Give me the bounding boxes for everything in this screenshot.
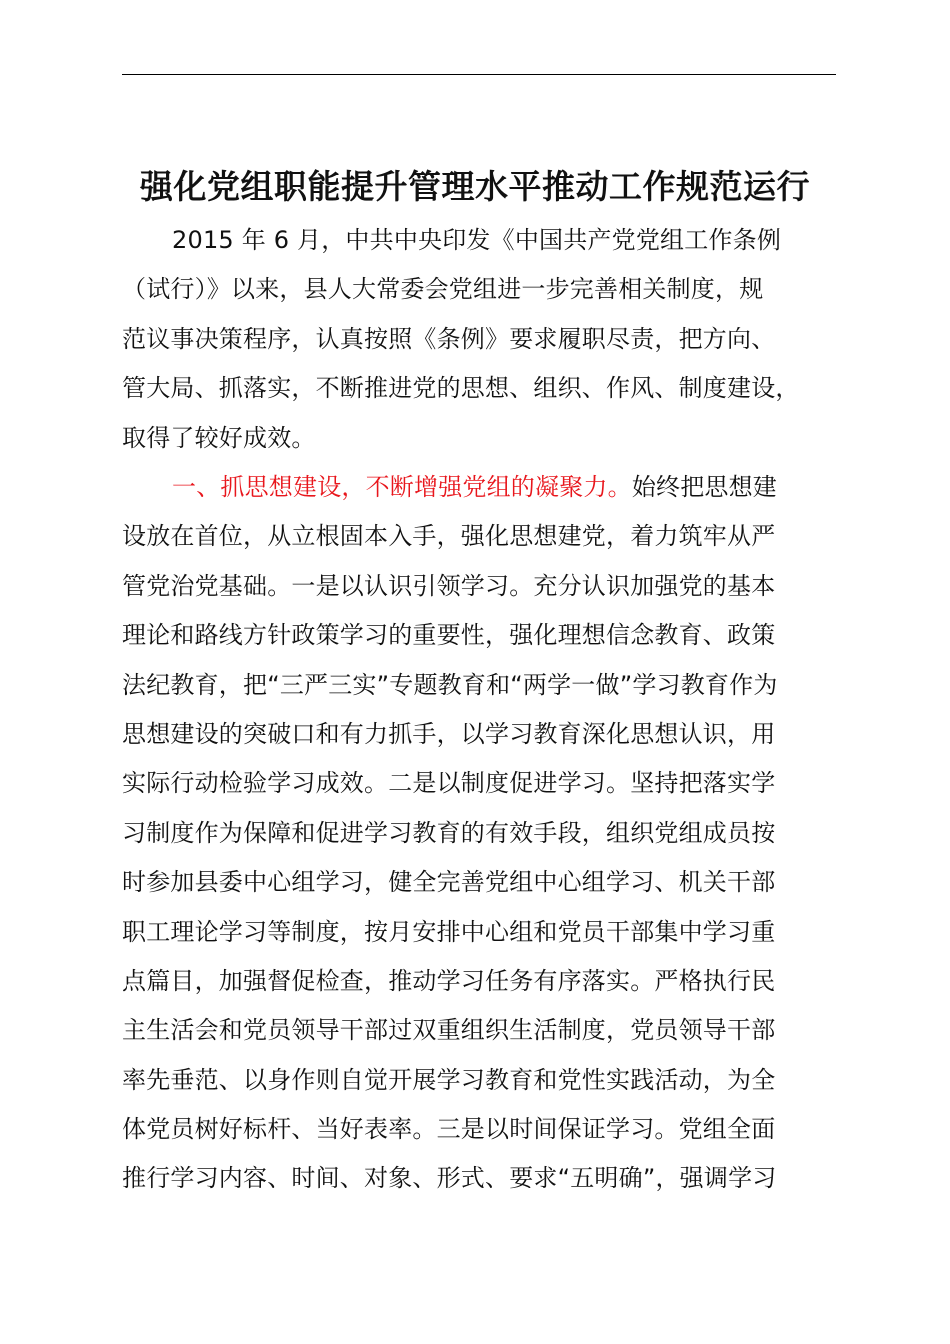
section-1-line: 率先垂范、以身作则自觉开展学习教育和党性实践活动，为全 <box>122 1065 776 1094</box>
section-1-line: 习制度作为保障和促进学习教育的有效手段，组织党组成员按 <box>122 818 776 847</box>
section-1-line: 主生活会和党员领导干部过双重组织生活制度，党员领导干部 <box>122 1016 776 1045</box>
intro-line: （试行）》以来，县人大常委会党组进一步完善相关制度，规 <box>122 275 764 304</box>
section-1-line: 时参加县委中心组学习，健全完善党组中心组学习、机关干部 <box>122 868 776 897</box>
intro-paragraph <box>122 216 838 463</box>
section-1-paragraph <box>122 463 838 1204</box>
section-1-line: 职工理论学习等制度，按月安排中心组和党员干部集中学习重 <box>122 917 776 946</box>
section-1-line: 体党员树好标杆、当好表率。三是以时间保证学习。党组全面 <box>122 1115 776 1144</box>
header-rule <box>122 74 836 75</box>
section-1-line: 实际行动检验学习成效。二是以制度促进学习。坚持把落实学 <box>122 769 776 798</box>
intro-line: 管大局、抓落实，不断推进党的思想、组织、作风、制度建设， <box>122 374 800 403</box>
intro-line: 2015 年 6 月，中共中央印发《中国共产党党组工作条例 <box>172 226 782 254</box>
section-1-first-line-text: 始终把思想建 <box>631 473 778 501</box>
section-1-first-line <box>122 463 838 512</box>
section-1-line: 理论和路线方针政策学习的重要性，强化理想信念教育、政策 <box>122 621 776 650</box>
section-1-line: 推行学习内容、时间、对象、形式、要求“五明确”，强调学习 <box>122 1164 777 1193</box>
intro-line: 范议事决策程序，认真按照《条例》要求履职尽责，把方向、 <box>122 324 776 353</box>
page-title: 强化党组职能提升管理水平推动工作规范运行 <box>140 167 810 207</box>
section-1-line: 思想建设的突破口和有力抓手，以学习教育深化思想认识，用 <box>122 719 776 748</box>
section-1-line: 管党治党基础。一是以认识引领学习。充分认识加强党的基本 <box>122 571 776 600</box>
section-1-heading: 一、抓思想建设，不断增强党组的凝聚力。 <box>172 473 632 501</box>
section-1-line: 点篇目，加强督促检查，推动学习任务有序落实。严格执行民 <box>122 966 776 995</box>
section-1-line: 设放在首位，从立根固本入手，强化思想建党，着力筑牢从严 <box>122 522 776 551</box>
section-1-line: 法纪教育，把“三严三实”专题教育和“两学一做”学习教育作为 <box>122 670 778 699</box>
intro-line: 取得了较好成效。 <box>122 423 316 452</box>
